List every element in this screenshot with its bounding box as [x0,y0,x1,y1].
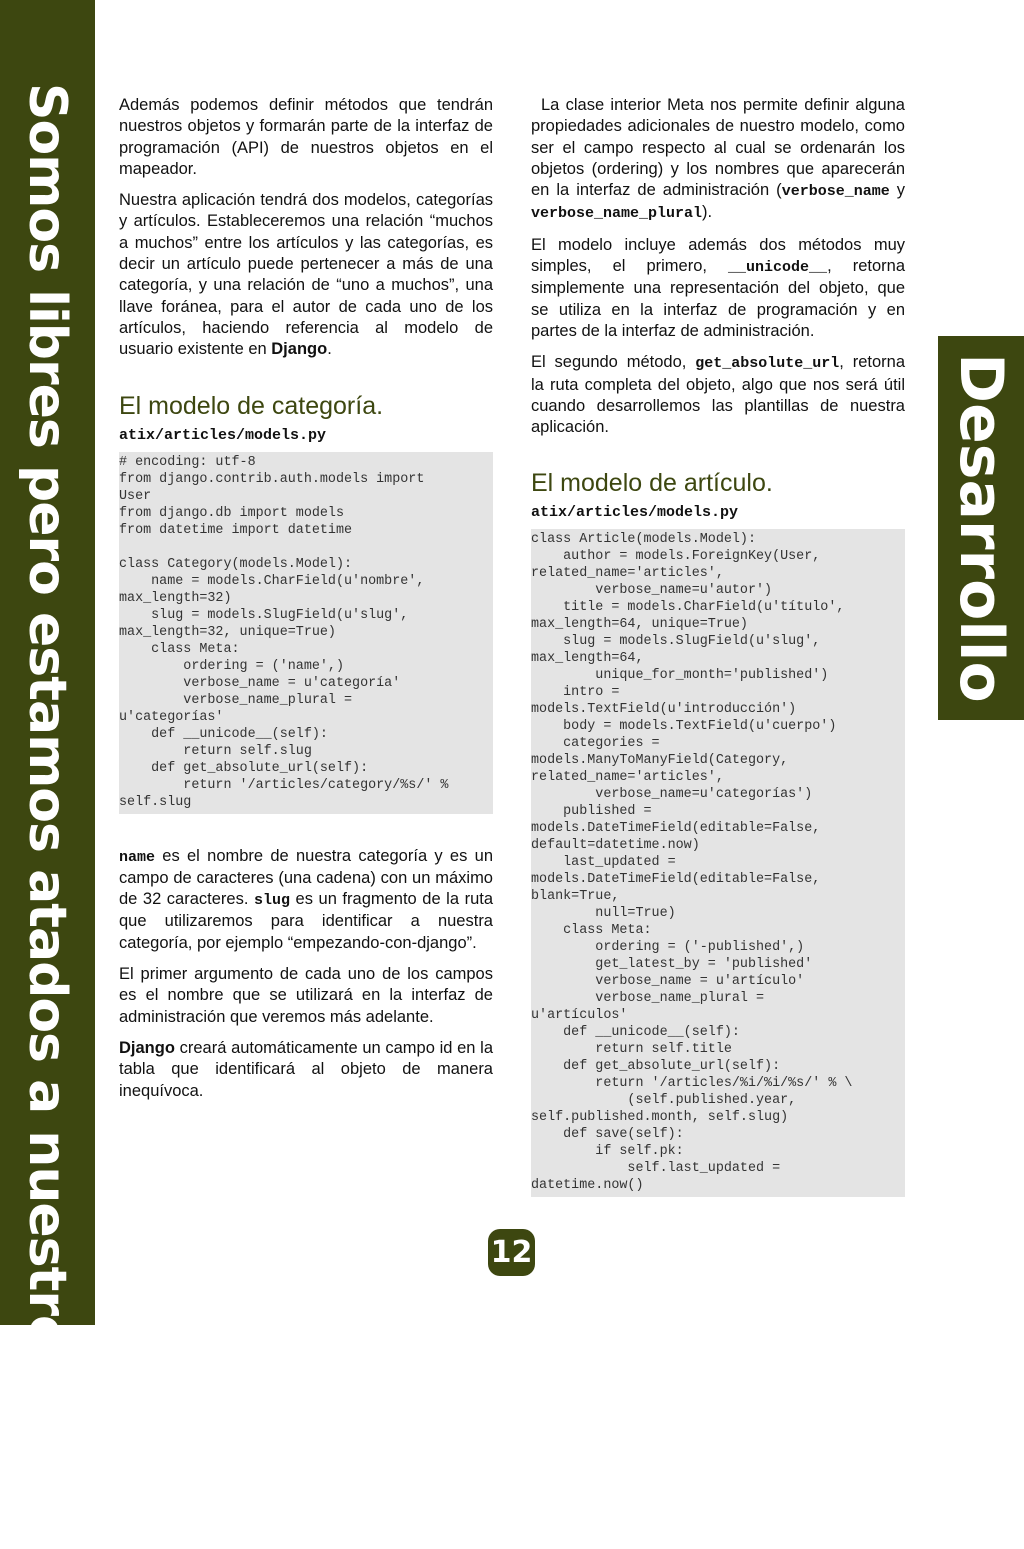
code-block: # encoding: utf-8 from django.contrib.auth.models import User from django.db import models from datetime import datetime class Category(models.Model): name = models.CharField(u'nombre', max_length=32) slug = models.SlugField(u'slug', max_length=32, unique=True) class Meta: ordering = ('name',) verbose_name = u'categoría' verbose_name_plural = u'categorías' def __unicode__(self): return self.slug def get_absolute_url(self): return '/articles/category/%s/' % self.slug [119,452,493,814]
paragraph: Además podemos definir métodos que tendrán nuestros objetos y formarán parte de la interfaz de programación (API) de nuestros objetos en el mapeador. [119,96,493,178]
section-tab [938,336,1024,720]
paragraph: El modelo incluye además dos métodos muy simples, el primero, __unicode__, retorna simplemente una representación del objeto, que se utiliza en la interfaz de programación y en partes de la interfaz de administración. [531,235,905,340]
paragraph: El primer argumento de cada uno de los campos es el nombre que se utilizará en la interfaz de administración que veremos más adelante. [119,965,493,1026]
paragraph: Nuestra aplicación tendrá dos modelos, categorías y artículos. Estableceremos una relación “muchos a muchos” entre los artículos y las categorías, es decir un artículo puede pertenecer a más de una categoría, y una relación de “uno a muchos”, una llave foránea, para el autor de cada uno de los artículos, haciendo referencia al modelo de usuario existente en Django. [119,191,493,359]
paragraph: La clase interior Meta nos permite definir alguna propiedades adicionales de nuestro modelo, como ser el campo respecto al cual se ordenarán los objetos (ordering) y los nombres que aparecerán en la interfaz de administración (verbose_name y verbose_name_plural). [531,96,905,223]
paragraph: name es el nombre de nuestra categoría y es un campo de caracteres (una cadena) con un máximo de 32 caracteres. slug es un fragmento de la ruta que utilizaremos para identificar a nuestra categoría, por ejemplo “empezando-con-django”. [119,846,494,952]
section-tab-label: Desarrollo [946,353,1016,703]
file-path: atix/articles/models.py [531,504,739,522]
paragraph: Django creará automáticamente un campo id en la tabla que identificará al objeto de manera inequívoca. [119,1038,493,1100]
sidebar-title: Somos libres pero estamos atados a nuestros actos [17,83,77,1549]
file-path: atix/articles/models.py [119,426,327,444]
sidebar-band [0,0,95,1549]
left-column [119,95,493,1112]
right-column [531,95,905,1197]
code-block: class Article(models.Model): author = models.ForeignKey(User, related_name='articles', verbose_name=u'autor') title = models.CharField(u'título', max_length=64, unique=True) slug = models.SlugField(u'slug', max_length=64, unique_for_month='published') intro = models.TextField(u'introducción') body = models.TextField(u'cuerpo') categories = models.ManyToManyField(Category, related_name='articles', verbose_name=u'categorías') published = models.DateTimeField(editable=False, default=datetime.now) last_updated = models.DateTimeField(editable=False, blank=True, null=True) class Meta: ordering = ('-published',) get_latest_by = 'published' verbose_name = u'artículo' verbose_name_plural = u'artículos' def __unicode__(self): return self.title def get_absolute_url(self): return '/articles/%i/%i/%s/' % \ (self.published.year, self.published.month, self.slug) def save(self): if self.pk: self.last_updated = datetime.now() [531,529,905,1197]
paragraph: El segundo método, get_absolute_url, retorna la ruta completa del objeto, algo que nos será útil cuando desarrollemos las plantillas de nuestra aplicación. [531,353,906,437]
page-number: 12 [488,1229,535,1276]
section-heading: El modelo de categoría. [119,391,384,420]
section-heading: El modelo de artículo. [531,469,773,498]
